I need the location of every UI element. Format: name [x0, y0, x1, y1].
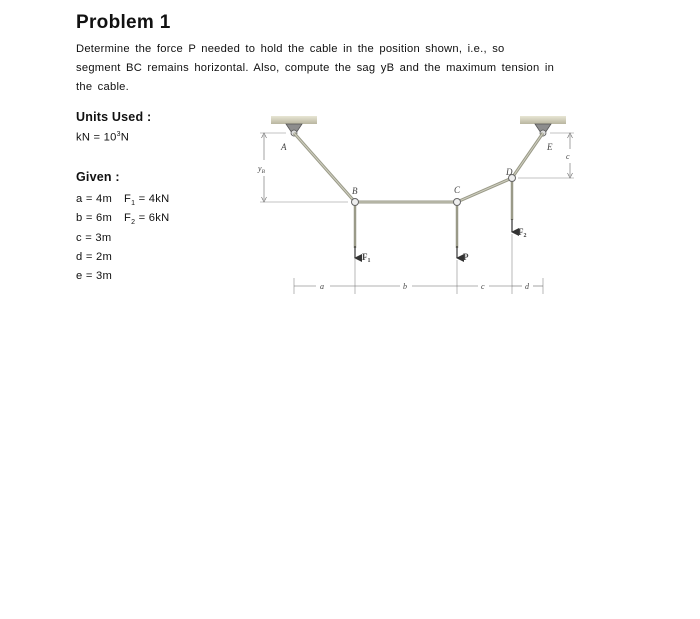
units-kn-definition [76, 131, 129, 144]
label-dim-b: b [403, 282, 407, 291]
given-row-1 [76, 193, 169, 207]
label-dim-a: a [320, 282, 324, 291]
label-f1-sub: 1 [367, 258, 371, 264]
units-kn-rhs: N [120, 131, 130, 144]
problem-title: Problem 1 [76, 12, 171, 33]
label-c-right: c [566, 152, 570, 161]
given-d: d = 2m [76, 251, 113, 263]
label-e: E [547, 142, 553, 152]
label-b: B [352, 186, 358, 196]
units-heading: Units Used : [76, 110, 152, 124]
joint-b [352, 199, 359, 206]
ceiling-right [520, 116, 566, 124]
given-f1-sub: 1 [131, 200, 136, 208]
given-f1-symbol: F [124, 193, 132, 205]
given-a: a = 4m [76, 193, 113, 205]
given-f2-sub: 2 [131, 219, 136, 227]
label-f2 [518, 227, 527, 239]
label-yb-sub: B [261, 169, 265, 175]
statement-line-3: the cable. [76, 81, 130, 93]
label-yb-symbol: y [258, 164, 262, 173]
label-dim-c: c [481, 282, 485, 291]
units-kn-exponent: 3 [116, 131, 121, 138]
label-dim-d: d [525, 282, 529, 291]
given-f1-value: = 4kN [135, 193, 170, 205]
given-b: b = 6m [76, 212, 113, 224]
ceiling-left [271, 116, 317, 124]
given-e: e = 3m [76, 270, 113, 282]
label-f2-sub: 2 [523, 233, 527, 239]
label-c: C [454, 185, 461, 195]
statement-line-2: segment BC remains horizontal. Also, compute the sag yB and the maximum tension in [76, 62, 555, 74]
joint-c [454, 199, 461, 206]
label-p: P [463, 252, 469, 262]
cable-diagram [250, 108, 580, 300]
label-yb [257, 164, 266, 175]
units-kn-lhs: kN = 10 [76, 131, 117, 144]
given-heading: Given : [76, 170, 120, 184]
label-d: D [506, 167, 513, 177]
dim-bottom [294, 234, 543, 294]
given-f2-value: = 6kN [135, 212, 170, 224]
given-c: c = 3m [76, 232, 112, 244]
statement-line-1: Determine the force P needed to hold the cable in the position shown, i.e., so [76, 43, 505, 55]
label-f1 [362, 252, 371, 264]
label-a: A [281, 142, 287, 152]
problem-statement [76, 40, 612, 97]
given-f2-symbol: F [124, 212, 132, 224]
given-row-2 [76, 212, 169, 226]
label-f1-symbol: F [362, 252, 368, 262]
label-f2-symbol: F [518, 227, 524, 237]
